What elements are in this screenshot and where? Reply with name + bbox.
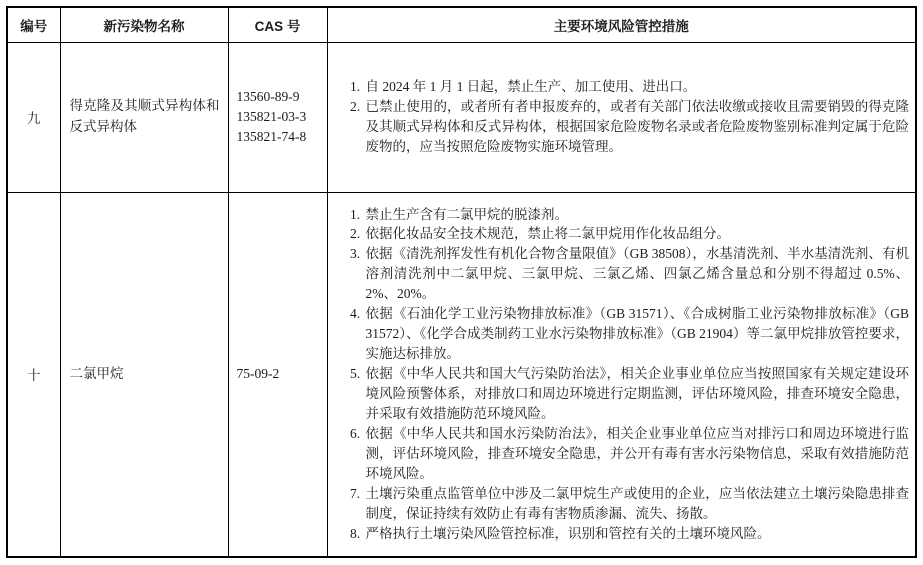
pollutant-name-cell: 二氯甲烷 [60,192,228,557]
measure-item: 3. 依据《清洗剂挥发性有机化合物含量限值》（GB 38508），水基清洗剂、半水基清洗剂、有机溶剂清洗剂中二氯甲烷、三氯甲烷、三氯乙烯、四氯乙烯含量总和分别不得超过 0.5%、2%、20%。 [364,244,910,304]
measure-item: 4. 依据《石油化学工业污染物排放标准》（GB 31571）、《合成树脂工业污染物排放标准》（GB 31572）、《化学合成类制药工业水污染物排放标准》（GB 21904）等二氯甲烷排放管控要求，实施达标排放。 [364,304,910,364]
measures-cell [327,192,916,557]
cas-number: 135821-03-3 [236,108,307,124]
measures-list [328,77,910,157]
measure-item: 2. 依据化妆品安全技术规范，禁止将二氯甲烷用作化妆品组分。 [364,224,910,244]
measure-item: 2. 已禁止使用的，或者所有者申报废弃的，或者有关部门依法收缴或接收且需要销毁的得克隆及其顺式异构体和反式异构体，根据国家危险废物名录或者危险废物鉴别标准判定属于危险废物的，应当按照危险废物实施环境管理。 [364,97,910,157]
measures-cell [327,42,916,192]
measures-list [328,205,910,544]
measure-item: 8. 严格执行土壤污染风险管控标准，识别和管控有关的土壤环境风险。 [364,524,910,544]
measure-item: 1. 自 2024 年 1 月 1 日起，禁止生产、加工使用、进出口。 [364,77,910,97]
cas-number-cell [228,192,327,557]
cas-number-cell [228,42,327,192]
measure-item: 6. 依据《中华人民共和国水污染防治法》，相关企业事业单位应当对排污口和周边环境进行监测，评估环境风险，排查环境安全隐患，并公开有毒有害水污染物信息，采取有效措施防范环境风险。 [364,424,910,484]
pollutant-table [6,6,917,558]
table-body [7,42,916,557]
measure-item: 7. 土壤污染重点监管单位中涉及二氯甲烷生产或使用的企业，应当依法建立土壤污染隐患排查制度，保证持续有效防止有毒有害物质渗漏、流失、扬散。 [364,484,910,524]
cas-number: 75-09-2 [236,366,280,382]
row-number-cell: 十 [7,192,60,557]
table-row [7,192,916,557]
table-row [7,42,916,192]
cas-number: 13560-89-9 [236,88,300,104]
header-measures: 主要环境风险管控措施 [327,7,916,42]
header-cas: CAS 号 [228,7,327,42]
header-pollutant-name: 新污染物名称 [60,7,228,42]
measure-item: 5. 依据《中华人民共和国大气污染防治法》，相关企业事业单位应当按照国家有关规定建设环境风险预警体系，对排放口和周边环境进行定期监测，评估环境风险，排查环境安全隐患，并采取有效措施防范环境风险。 [364,364,910,424]
cas-number: 135821-74-8 [236,129,307,145]
header-number: 编号 [7,7,60,42]
pollutant-name-cell: 得克隆及其顺式异构体和反式异构体 [60,42,228,192]
measure-item: 1. 禁止生产含有二氯甲烷的脱漆剂。 [364,205,910,225]
table-header-row [7,7,916,42]
row-number-cell: 九 [7,42,60,192]
